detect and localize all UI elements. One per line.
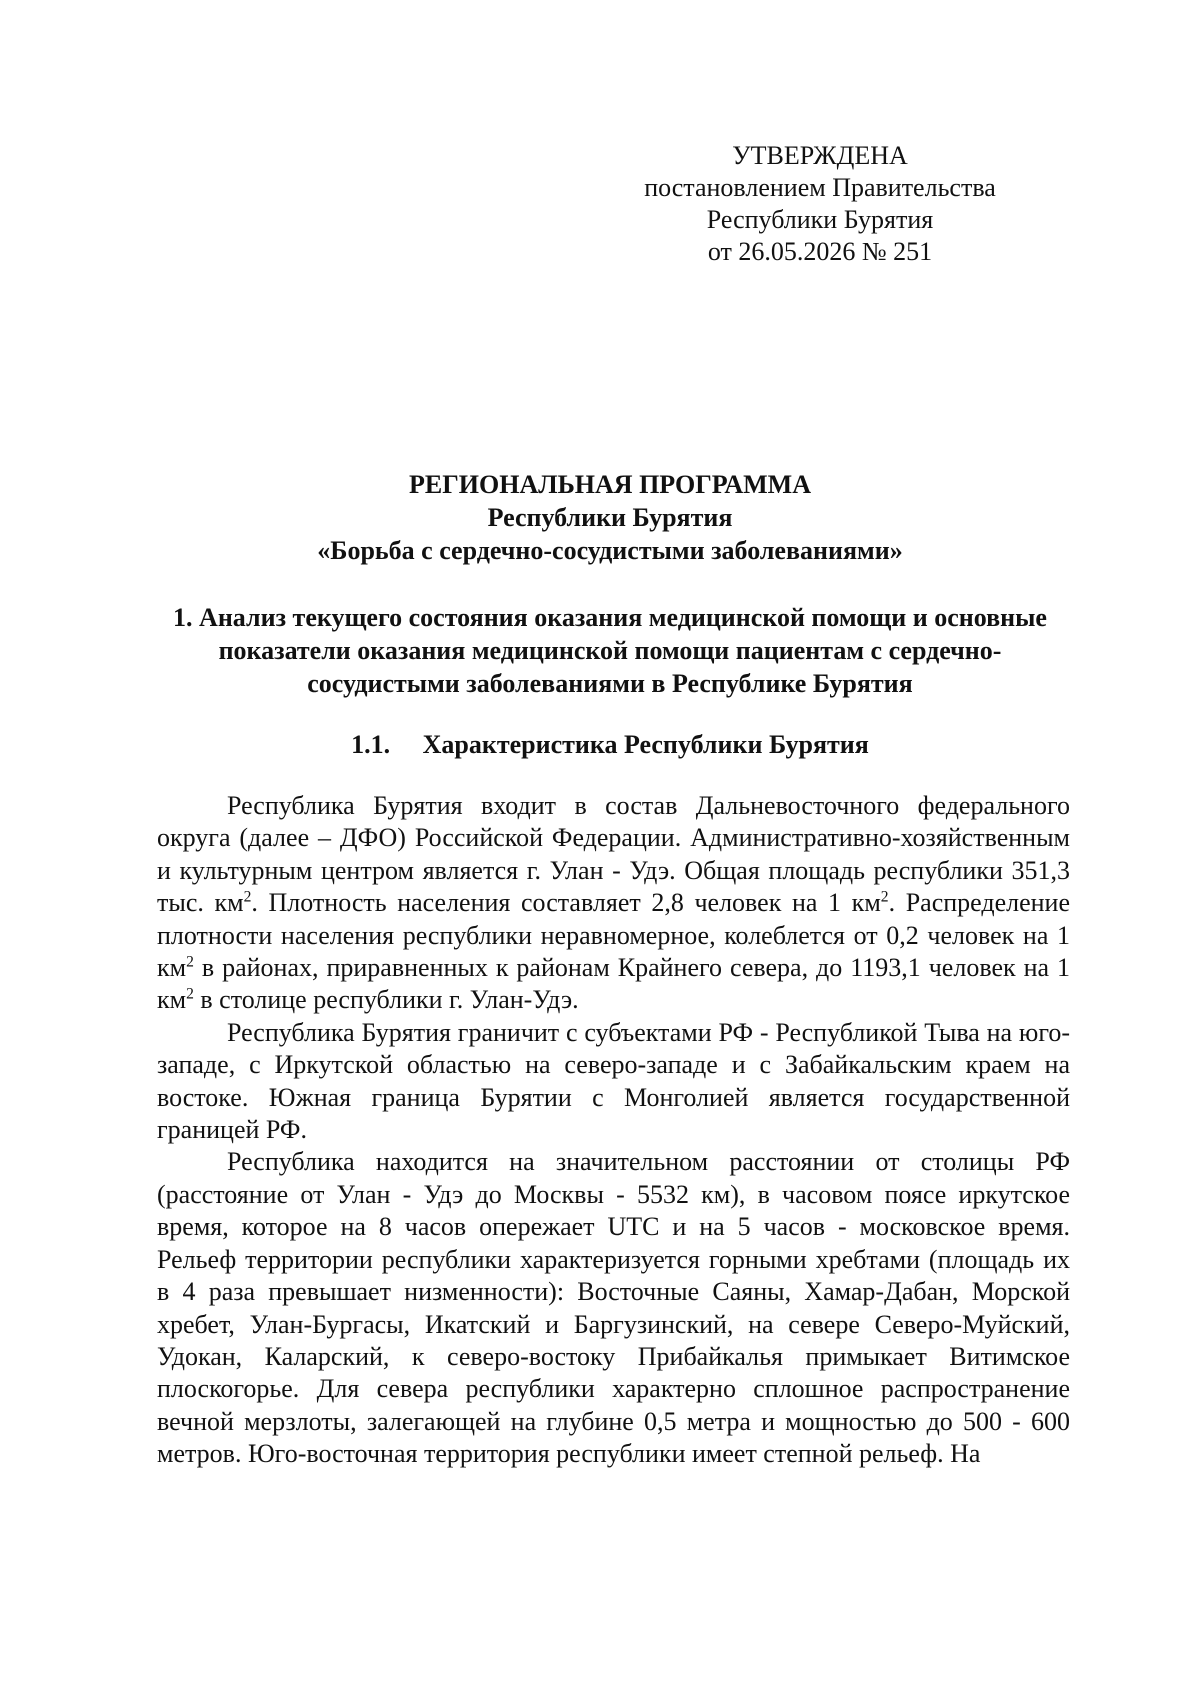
- title-line: Республики Бурятия: [487, 503, 733, 532]
- approval-title: УТВЕРЖДЕНА: [732, 141, 908, 170]
- section-number: 1.: [173, 603, 193, 632]
- paragraph: Республика находится на значительном расстоянии от столицы РФ (расстояние от Улан - Удэ до Москвы - 5532 км), в часовом поясе иркутское время, которое на 8 часов опережает UTC и на 5 часов - московское время. Рельеф территории республики характеризуется горными хребтами (площадь их в 4 раза превышает низменности): Восточные Саяны, Хамар-Дабан, Морской хребет, Улан-Бургасы, Икатский и Баргузинский, на севере Северо-Муйский, Удокан, Каларский, к северо-востоку Прибайкалья примыкает Витимское плоскогорье. Для севера республики характерно сплошное распространение вечной мерзлоты, залегающей на глубине 0,5 метра и мощностью до 500 - 600 метров. Юго-восточная территория республики имеет степной рельеф. На: [157, 1147, 1070, 1469]
- section-number: 1.1.: [351, 730, 391, 759]
- section-heading-text: Анализ текущего состояния оказания медицинской помощи и основные показатели оказания медицинской помощи пациентам с сердечно-сосудистыми заболеваниями в Республике Бурятия: [199, 603, 1047, 698]
- section-heading-1-1: [150, 728, 1070, 761]
- title-line: «Борьба с сердечно-сосудистыми заболеваниями»: [317, 536, 903, 565]
- title-line: РЕГИОНАЛЬНАЯ ПРОГРАММА: [409, 470, 811, 499]
- approval-date: от 26.05.2026 № 251: [707, 237, 933, 266]
- section-heading-1: [150, 601, 1070, 700]
- approval-stamp: [600, 140, 1040, 268]
- paragraph: Республика Бурятия граничит с субъектами РФ - Республикой Тыва на юго-западе, с Иркутской областью на северо-западе и с Забайкальским краем на востоке. Южная граница Бурятии с Монголией является государственной границей РФ.: [157, 1017, 1070, 1145]
- paragraph: Республика Бурятия входит в состав Дальневосточного федерального округа (далее – ДФО) Российской Федерации. Административно-хозяйственным и культурным центром является г. Улан - Удэ. Общая площадь республики 351,3 тыс. $км^2$. Плотность населения составляет 2,8 человек на 1 $км^2$. Распределение плотности населения республики неравномерное, колеблется от 0,2 человек на 1 $км^2$ в районах, приравненных к районам Крайнего севера, до 1193,1 человек на 1 $км^2$ в столице республики г. Улан-Удэ.: [157, 791, 1071, 1015]
- approval-line: постановлением Правительства: [644, 173, 996, 202]
- approval-line: Республики Бурятия: [706, 205, 934, 234]
- body-text: [157, 790, 1070, 1471]
- document-title: [150, 468, 1070, 567]
- section-heading-text: Характеристика Республики Бурятия: [422, 730, 869, 759]
